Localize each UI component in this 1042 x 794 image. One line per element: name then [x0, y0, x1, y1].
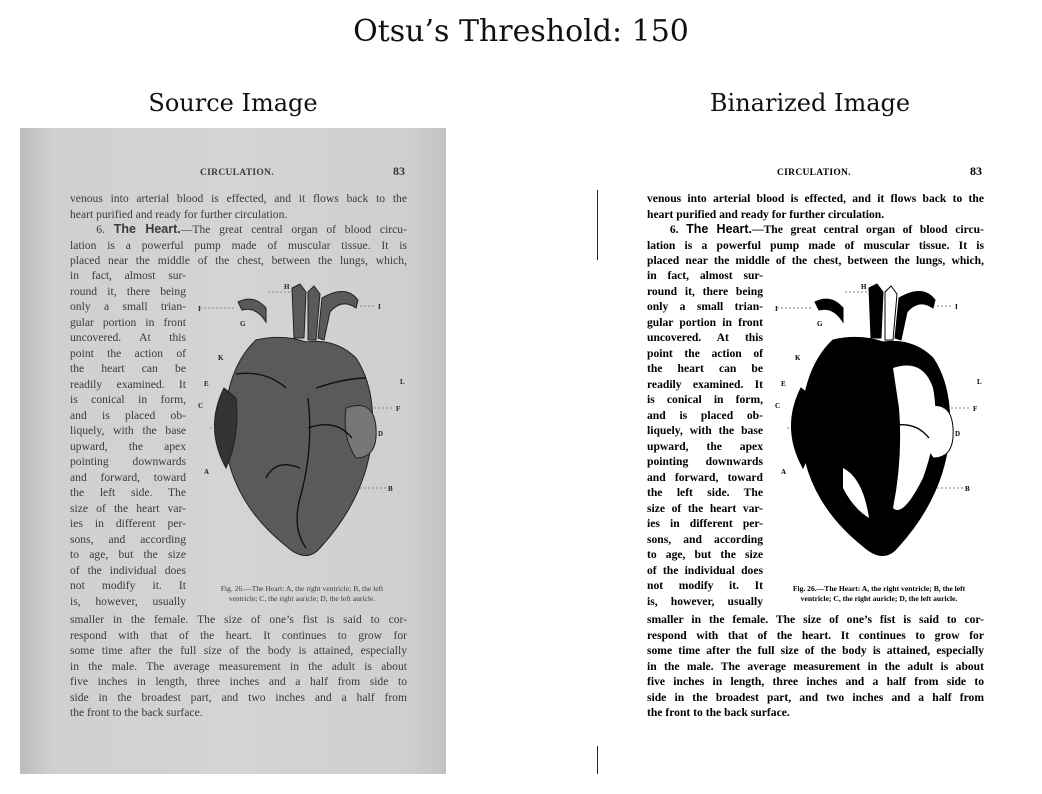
text-line: the front to the back surface. [647, 706, 790, 719]
left-column-text [70, 268, 186, 609]
section-heading-line [647, 222, 984, 238]
figure-letter: I [198, 305, 201, 313]
caption-line: ventricle; C, the right auricle; D, the left auricle. [228, 594, 376, 603]
text-line: lation is a powerful pump made of muscular tissue. It is [647, 238, 984, 252]
text-line: to age, but the size [70, 548, 186, 561]
text-line: uncovered. At this [70, 331, 186, 344]
text-line: size of the heart var- [70, 501, 186, 515]
figure-letter: H [284, 283, 290, 291]
text-line: of the individual does [647, 563, 763, 577]
figure-letter: A [204, 468, 210, 476]
top-paragraph [70, 191, 407, 269]
text-line: the front to the back surface. [70, 706, 203, 719]
figure-letter: B [388, 485, 393, 493]
figure-letter: K [795, 354, 801, 362]
text-line: respond with that of the heart. It continues to grow for [70, 628, 407, 642]
figure-letter: E [781, 380, 786, 388]
heart-illustration [196, 278, 410, 578]
figure-title: Otsu’s Threshold: 150 [353, 14, 689, 49]
text-line: and is placed ob- [647, 408, 763, 422]
section-number: 6. [669, 223, 679, 236]
running-head: CIRCULATION. [200, 168, 274, 178]
text-line: and forward, toward [70, 470, 186, 484]
text-line: five inches in length, three inches and a half from side to [647, 675, 984, 688]
text-line: ies in different per- [70, 517, 186, 530]
text-line: gular portion in front [647, 315, 763, 329]
text-line: venous into arterial blood is effected, and it flows back to the [70, 192, 407, 205]
text-line: the left side. The [70, 486, 186, 499]
text-line: sons, and according [70, 532, 186, 546]
source-image-title: Source Image [148, 89, 318, 117]
text-line: heart purified and ready for further circulation. [647, 207, 885, 221]
figure-letter: A [781, 468, 787, 476]
text-line: readily examined. It [70, 377, 186, 391]
text-line: lation is a powerful pump made of muscular tissue. It is [70, 238, 407, 252]
text-line: in fact, almost sur- [647, 269, 763, 282]
text-line: round it, there being [70, 284, 186, 298]
source-page [20, 128, 446, 774]
text-line: the left side. The [647, 486, 763, 499]
text-line: the heart can be [70, 362, 186, 375]
text-line: some time after the full size of the body is attained, especially [70, 644, 407, 657]
text-line: of the individual does [70, 563, 186, 577]
text-line: liquely, with the base [70, 424, 186, 437]
text-line: not modify it. It [647, 579, 763, 592]
text-line: size of the heart var- [647, 501, 763, 515]
text-line: uncovered. At this [647, 331, 763, 344]
text-line: some time after the full size of the body is attained, especially [647, 644, 984, 657]
text-line: gular portion in front [70, 315, 186, 329]
figure-letter: D [955, 430, 961, 438]
section-first-line: —The great central organ of blood circu- [180, 223, 407, 236]
binarized-image-panel [597, 128, 1023, 774]
text-line: readily examined. It [647, 377, 763, 391]
figure-caption [769, 584, 989, 604]
text-line: in the male. The average measurement in the adult is about [647, 659, 984, 673]
section-heading-line [70, 222, 407, 238]
heart-illustration [773, 278, 987, 578]
text-line: venous into arterial blood is effected, and it flows back to the [647, 192, 984, 205]
section-first-line: —The great central organ of blood circu- [751, 223, 984, 236]
text-line: only a small trian- [70, 300, 186, 313]
text-line: not modify it. It [70, 579, 186, 592]
text-line: round it, there being [647, 284, 763, 298]
text-line: to age, but the size [647, 548, 763, 561]
section-heading: The Heart. [686, 222, 752, 236]
text-line: is conical in form, [647, 393, 763, 406]
text-line: five inches in length, three inches and a half from side to [70, 675, 407, 688]
figure-letter: I [955, 303, 958, 311]
text-line: and forward, toward [647, 470, 763, 484]
figure-letter: G [817, 320, 823, 328]
text-line: upward, the apex [70, 439, 186, 453]
caption-line: Fig. 26.—The Heart: A, the right ventricle; B, the left [220, 584, 384, 593]
text-line: the heart can be [647, 362, 763, 375]
text-line: placed near the middle of the chest, between the lungs, which, [70, 254, 407, 267]
section-number: 6. [96, 223, 105, 236]
text-line: smaller in the female. The size of one’s fist is said to cor- [70, 613, 407, 626]
text-line: pointing downwards [647, 455, 763, 468]
source-image-panel [20, 128, 446, 774]
text-line: placed near the middle of the chest, between the lungs, which, [647, 254, 984, 267]
text-line: heart purified and ready for further circulation. [70, 207, 288, 221]
text-line: side in the broadest part, and two inches and a half from [647, 690, 984, 704]
left-column-text [647, 268, 763, 609]
caption-line: Fig. 26.—The Heart: A, the right ventricle; B, the left [792, 584, 966, 593]
figure-letter: G [240, 320, 246, 328]
figure-letter: K [218, 354, 224, 362]
text-line: in the male. The average measurement in the adult is about [70, 659, 407, 673]
bottom-paragraph [647, 612, 984, 721]
page-number: 83 [970, 164, 982, 178]
running-head: CIRCULATION. [777, 168, 851, 178]
figure-letter: I [775, 305, 778, 313]
figure-letter: F [396, 405, 401, 413]
page-number: 83 [393, 164, 405, 178]
bottom-paragraph [70, 612, 407, 721]
text-line: and is placed ob- [70, 408, 186, 422]
figure-letter: L [977, 378, 982, 386]
text-line: pointing downwards [70, 455, 186, 468]
text-line: upward, the apex [647, 439, 763, 453]
text-line: in fact, almost sur- [70, 269, 186, 282]
figure-letter: B [965, 485, 970, 493]
figure-letter: E [204, 380, 209, 388]
figure-letter: D [378, 430, 384, 438]
figure-letter: L [400, 378, 405, 386]
text-line: respond with that of the heart. It continues to grow for [647, 628, 984, 642]
text-line: is, however, usually [70, 594, 186, 608]
text-line: sons, and according [647, 532, 763, 546]
figure-letter: I [378, 303, 381, 311]
text-line: point the action of [70, 346, 186, 360]
text-line: side in the broadest part, and two inches and a half from [70, 690, 407, 704]
figure-letter: F [973, 405, 978, 413]
text-line: only a small trian- [647, 300, 763, 313]
text-line: ies in different per- [647, 517, 763, 530]
text-line: is conical in form, [70, 393, 186, 406]
figure-letter: C [775, 402, 781, 410]
caption-line: ventricle; C, the right auricle; D, the left auricle. [800, 594, 958, 603]
figure-caption [192, 584, 412, 604]
top-paragraph [647, 191, 984, 269]
section-heading: The Heart. [113, 222, 181, 236]
text-line: is, however, usually [647, 594, 763, 608]
text-line: point the action of [647, 346, 763, 360]
binarized-image-title: Binarized Image [709, 89, 911, 117]
binarized-page [597, 128, 1023, 774]
figure-letter: C [198, 402, 204, 410]
text-line: smaller in the female. The size of one’s fist is said to cor- [647, 613, 984, 626]
figure-letter: H [861, 283, 867, 291]
text-line: liquely, with the base [647, 424, 763, 437]
